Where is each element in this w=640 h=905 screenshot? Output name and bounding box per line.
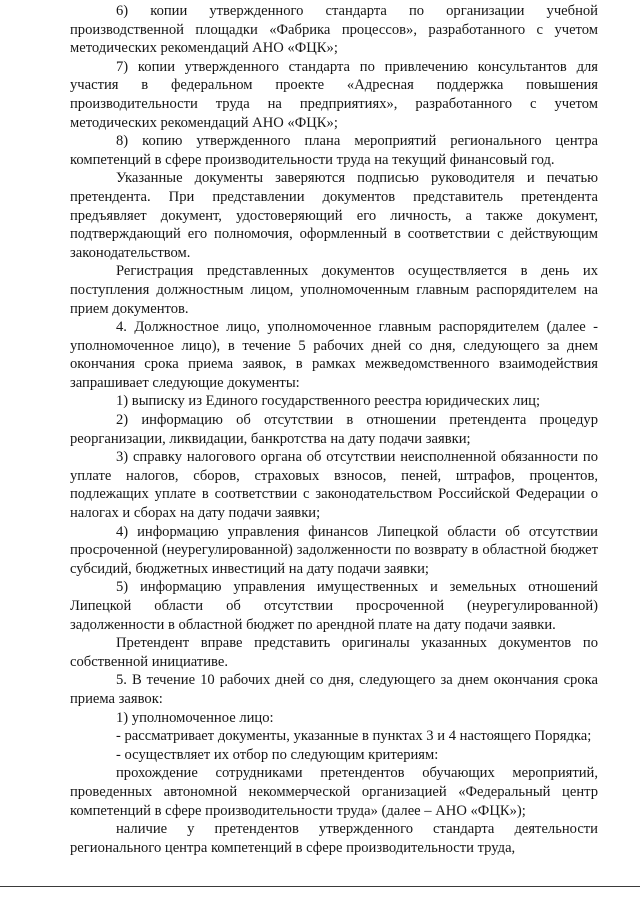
paragraph-request-3: 3) справку налогового органа об отсутствии неисполненной обязанности по уплате налогов, сборов, страховых взносов, пеней, штрафов, процентов, подлежащих уплате в соответствии с законодательством Российской Федерации о налогах и сборах на дату подачи заявки; xyxy=(70,449,598,522)
paragraph-registration: Регистрация представленных документов осуществляется в день их поступления должностным лицом, уполномоченным главным распорядителем на прием документов. xyxy=(70,263,598,317)
paragraph-section-4: 4. Должностное лицо, уполномоченное главным распорядителем (далее - уполномоченное лицо), в течение 5 рабочих дней со дня, следующего за днем окончания срока приема заявок, в рамках межведомственного взаимодействия запрашивает следующие документы: xyxy=(70,319,598,391)
paragraph-criterion-standard: наличие у претендентов утвержденного стандарта деятельности регионального центра компетенций в сфере производительности труда, xyxy=(70,821,598,856)
paragraph-item-8: 8) копию утвержденного плана мероприятий регионального центра компетенций в сфере производительности труда на текущий финансовый год. xyxy=(70,133,598,168)
paragraph-certification: Указанные документы заверяются подписью руководителя и печатью претендента. При представлении документов представитель претендента предъявляет документ, удостоверяющий его личность, а также документ, подтверждающий его полномочия, оформленный в соответствии с действующим законодательством. xyxy=(70,170,598,261)
paragraph-request-5: 5) информацию управления имущественных и земельных отношений Липецкой области об отсутствии просроченной (неурегулированной) задолженности в областной бюджет по арендной плате на дату подачи заявки. xyxy=(70,579,598,633)
paragraph-item-7: 7) копии утвержденного стандарта по привлечению консультантов для участия в федеральном проекте «Адресная поддержка повышения производительности труда на предприятиях», разработанного с учетом методических рекомендаций АНО «ФЦК»; xyxy=(70,58,598,131)
page-bottom-divider xyxy=(0,886,640,887)
paragraph-request-1: 1) выписку из Единого государственного реестра юридических лиц; xyxy=(116,393,541,410)
paragraph-originals: Претендент вправе представить оригиналы указанных документов по собственной инициативе. xyxy=(70,635,598,670)
paragraph-item-6: 6) копии утвержденного стандарта по организации учебной производственной площадки «Фабрика процессов», разработанного с учетом методических рекомендаций АНО «ФЦК»; xyxy=(70,3,598,57)
paragraph-section-5: 5. В течение 10 рабочих дней со дня, следующего за днем окончания срока приема заявок: xyxy=(70,672,598,707)
paragraph-selection: - осуществляет их отбор по следующим критериям: xyxy=(116,746,439,763)
paragraph-request-4: 4) информацию управления финансов Липецкой области об отсутствии просроченной (неурегулированной) задолженности по возврату в областной бюджет субсидий, бюджетных инвестиций на дату подачи заявки; xyxy=(70,523,598,577)
paragraph-criterion-training: прохождение сотрудниками претендентов обучающих мероприятий, проведенных автономной некоммерческой организацией «Федеральный центр компетенций в сфере производительности труда» (далее – АНО «ФЦК»); xyxy=(70,765,598,819)
paragraph-reviews: - рассматривает документы, указанные в пунктах 3 и 4 настоящего Порядка; xyxy=(116,728,592,745)
paragraph-authorized-person: 1) уполномоченное лицо: xyxy=(116,709,274,726)
paragraph-request-2: 2) информацию об отсутствии в отношении претендента процедур реорганизации, ликвидации, банкротства на дату подачи заявки; xyxy=(70,412,598,447)
document-body xyxy=(70,2,598,857)
